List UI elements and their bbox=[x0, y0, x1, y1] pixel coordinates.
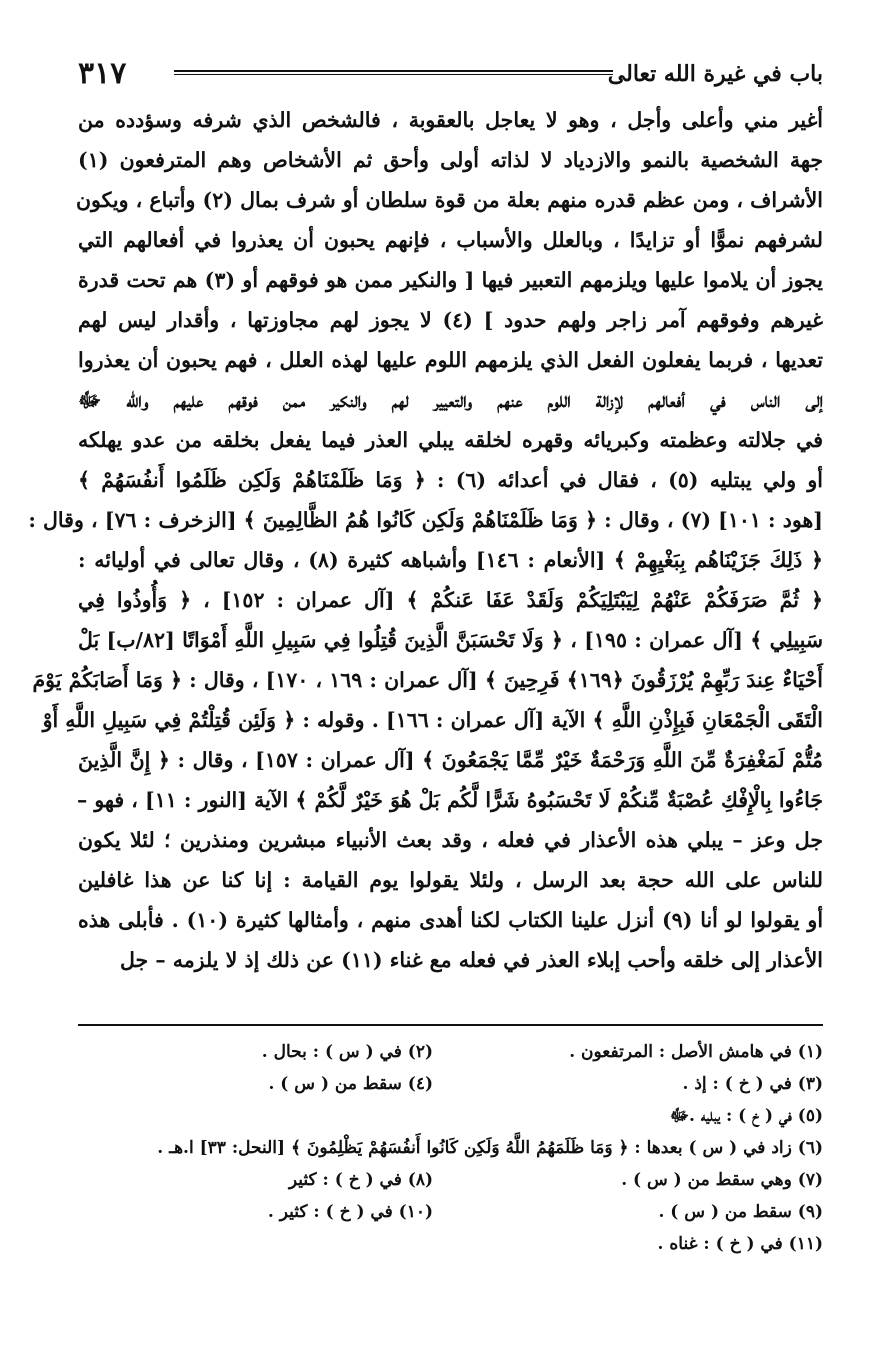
body-line: جل وعز – يبلي هذه الأعذار في فعله ، وقد بعث الأنبياء مبشرين ومنذرين ؛ لئلا يكون bbox=[78, 828, 823, 852]
body-line: أو يقولوا لو أنا (٩) أنزل علينا الكتاب لكنا أهدى منهم ، وأمثالها كثيرة (١٠) . فأبلى هذه bbox=[78, 908, 824, 932]
footnote: (٨) في ( خ ) : كثير bbox=[288, 1170, 433, 1190]
body-line: الأشراف ، ومن عظم قدره منهم بعلة من قوة سلطان أو شرف بمال (٢) وأتباع ، ويكون bbox=[75, 188, 823, 212]
footnote-divider bbox=[78, 1024, 823, 1026]
body-line: لشرفهم نموًّا أو تزايدًا ، وبالعلل والأسباب ، فإنهم يحبون أن يعذروا في أفعالهم التي bbox=[78, 228, 823, 252]
body-line: جَاءُوا بِالْإِفْكِ عُصْبَةٌ مِّنكُمْ لَا تَحْسَبُوهُ شَرًّا لَّكُم بَلْ هُوَ خَيْرٌ لَّكُمْ ﴾ الآية [النور : ١١] ، فهو – bbox=[76, 788, 823, 812]
body-line: ﴿ ثُمَّ صَرَفَكُمْ عَنْهُمْ لِيَبْتَلِيَكُمْ وَلَقَدْ عَفَا عَنكُمْ ﴾ [آل عمران : ١٥٢] ، ﴿ وَأُوذُوا فِي bbox=[78, 588, 824, 612]
body-line: ﴿ ذَلِكَ جَزَيْنَاهُم بِبَغْيِهِمْ ﴾ [الأنعام : ١٤٦] وأشباهه كثيرة (٨) ، وقال تعالى في أوليائه : bbox=[78, 548, 824, 572]
body-line: إلى الناس في أفعالهم لإزالة اللوم عنهم والتعيير لهم والنكير ممن فوقهم عليهم والله ﷻ bbox=[78, 388, 823, 412]
body-line: [هود : ١٠١] (٧) ، وقال : ﴿ وَمَا ظَلَمْنَاهُمْ وَلَكِن كَانُوا هُمُ الظَّالِمِينَ ﴾ [الزخرف : ٧٦] ، وقال : bbox=[28, 508, 823, 532]
page-number: ٣١٧ bbox=[78, 56, 127, 91]
body-line: أَحْيَاءٌ عِندَ رَبِّهِمْ يُرْزَقُونَ ﴿١٦٩﴾ فَرِحِينَ ﴾ [آل عمران : ١٦٩ ، ١٧٠] ، وقال : ﴿ وَمَا أَصَابَكُمْ يَوْمَ bbox=[32, 668, 823, 692]
body-line: جهة الشخصية بالنمو والازدياد لا لذاته أولى وأحق ثم الأشخاص وهم المترفعون (١) bbox=[78, 148, 823, 172]
footnote: (٩) سقط من ( س ) . bbox=[658, 1202, 823, 1222]
footnote-row bbox=[78, 1228, 823, 1260]
running-header bbox=[78, 52, 823, 96]
body-line: تعديها ، فربما يفعلون الفعل الذي يلزمهم اللوم عليها لهذه العلل ، فهم يحبون أن يعذروا bbox=[78, 348, 823, 372]
header-rule bbox=[174, 70, 613, 75]
footnote-row bbox=[78, 1068, 823, 1100]
body-line: للناس على الله حجة بعد الرسل ، ولئلا يقولوا يوم القيامة : إنا كنا عن هذا غافلين bbox=[78, 868, 823, 892]
body-line: الْتَقَى الْجَمْعَانِ فَبِإِذْنِ اللَّهِ ﴾ الآية [آل عمران : ١٦٦] . وقوله : ﴿ وَلَئِن قُتِلْتُمْ فِي سَبِيلِ اللَّهِ أَوْ bbox=[42, 708, 823, 732]
footnote: (٥) في ( خ ) : يبليه .ﷻ bbox=[669, 1106, 823, 1126]
body-line: يجوز أن يلاموا عليها ويلزمهم التعبير فيها [ والنكير ممن هو فوقهم أو (٣) هم تحت قدرة bbox=[78, 268, 823, 292]
footnote-row bbox=[78, 1132, 823, 1164]
footnotes bbox=[78, 1036, 823, 1260]
body-line: سَبِيلِي ﴾ [آل عمران : ١٩٥] ، ﴿ وَلَا تَحْسَبَنَّ الَّذِينَ قُتِلُوا فِي سَبِيلِ اللَّهِ أَمْوَاتًا [٨٢/ب] بَلْ bbox=[78, 628, 824, 652]
body-line: مُتُّمْ لَمَغْفِرَةٌ مِّنَ اللَّهِ وَرَحْمَةٌ خَيْرٌ مِّمَّا يَجْمَعُونَ ﴾ [آل عمران : ١٥٧] ، وقال : ﴿ إِنَّ الَّذِينَ bbox=[78, 748, 823, 772]
footnote: (٦) زاد في ( س ) بعدها : ﴿ وَمَا ظَلَمَهُمُ اللَّهُ وَلَكِن كَانُوا أَنفُسَهُمْ يَظْلِمُونَ ﴾ [النحل: ٣٣] ا.هـ . bbox=[157, 1138, 823, 1158]
body-line: في جلالته وعظمته وكبريائه وقهره لخلقه يبلي العذر فيما يفعل بخلقه من عدو يهلكه bbox=[78, 428, 823, 452]
body-line: الأعذار إلى خلقه وأحب إبلاء العذر في فعله مع غناء (١١) عن ذلك إذ لا يلزمه – جل bbox=[119, 948, 823, 972]
body-line: أغير مني وأعلى وأجل ، وهو لا يعاجل بالعقوبة ، فالشخص الذي شرفه وسؤدده من bbox=[78, 108, 823, 132]
footnote: (١١) في ( خ ) : غناه . bbox=[657, 1234, 823, 1254]
body-line: غيرهم وفوقهم آمر زاجر ولهم حدود ] (٤) لا يجوز لهم مجاوزتها ، وأقدار ليس لهم bbox=[78, 308, 823, 332]
footnote-row bbox=[78, 1036, 823, 1068]
chapter-title: باب في غيرة الله تعالى bbox=[607, 61, 823, 87]
footnote-row bbox=[78, 1196, 823, 1228]
body-line: أو ولي يبتليه (٥) ، فقال في أعدائه (٦) : ﴿ وَمَا ظَلَمْنَاهُمْ وَلَكِن ظَلَمُوا أَنفُسَهُمْ ﴾ bbox=[78, 468, 823, 492]
footnote: (١) في هامش الأصل : المرتفعون . bbox=[569, 1042, 823, 1062]
footnote: (٢) في ( س ) : بحال . bbox=[261, 1042, 433, 1062]
footnote: (١٠) في ( خ ) : كثير . bbox=[267, 1202, 433, 1222]
footnote: (٣) في ( خ ) : إذ . bbox=[682, 1074, 823, 1094]
footnote-row bbox=[78, 1100, 823, 1132]
body-text bbox=[28, 100, 824, 980]
footnote-row bbox=[78, 1164, 823, 1196]
footnote: (٧) وهي سقط من ( س ) . bbox=[621, 1170, 823, 1190]
footnote: (٤) سقط من ( س ) . bbox=[268, 1074, 433, 1094]
